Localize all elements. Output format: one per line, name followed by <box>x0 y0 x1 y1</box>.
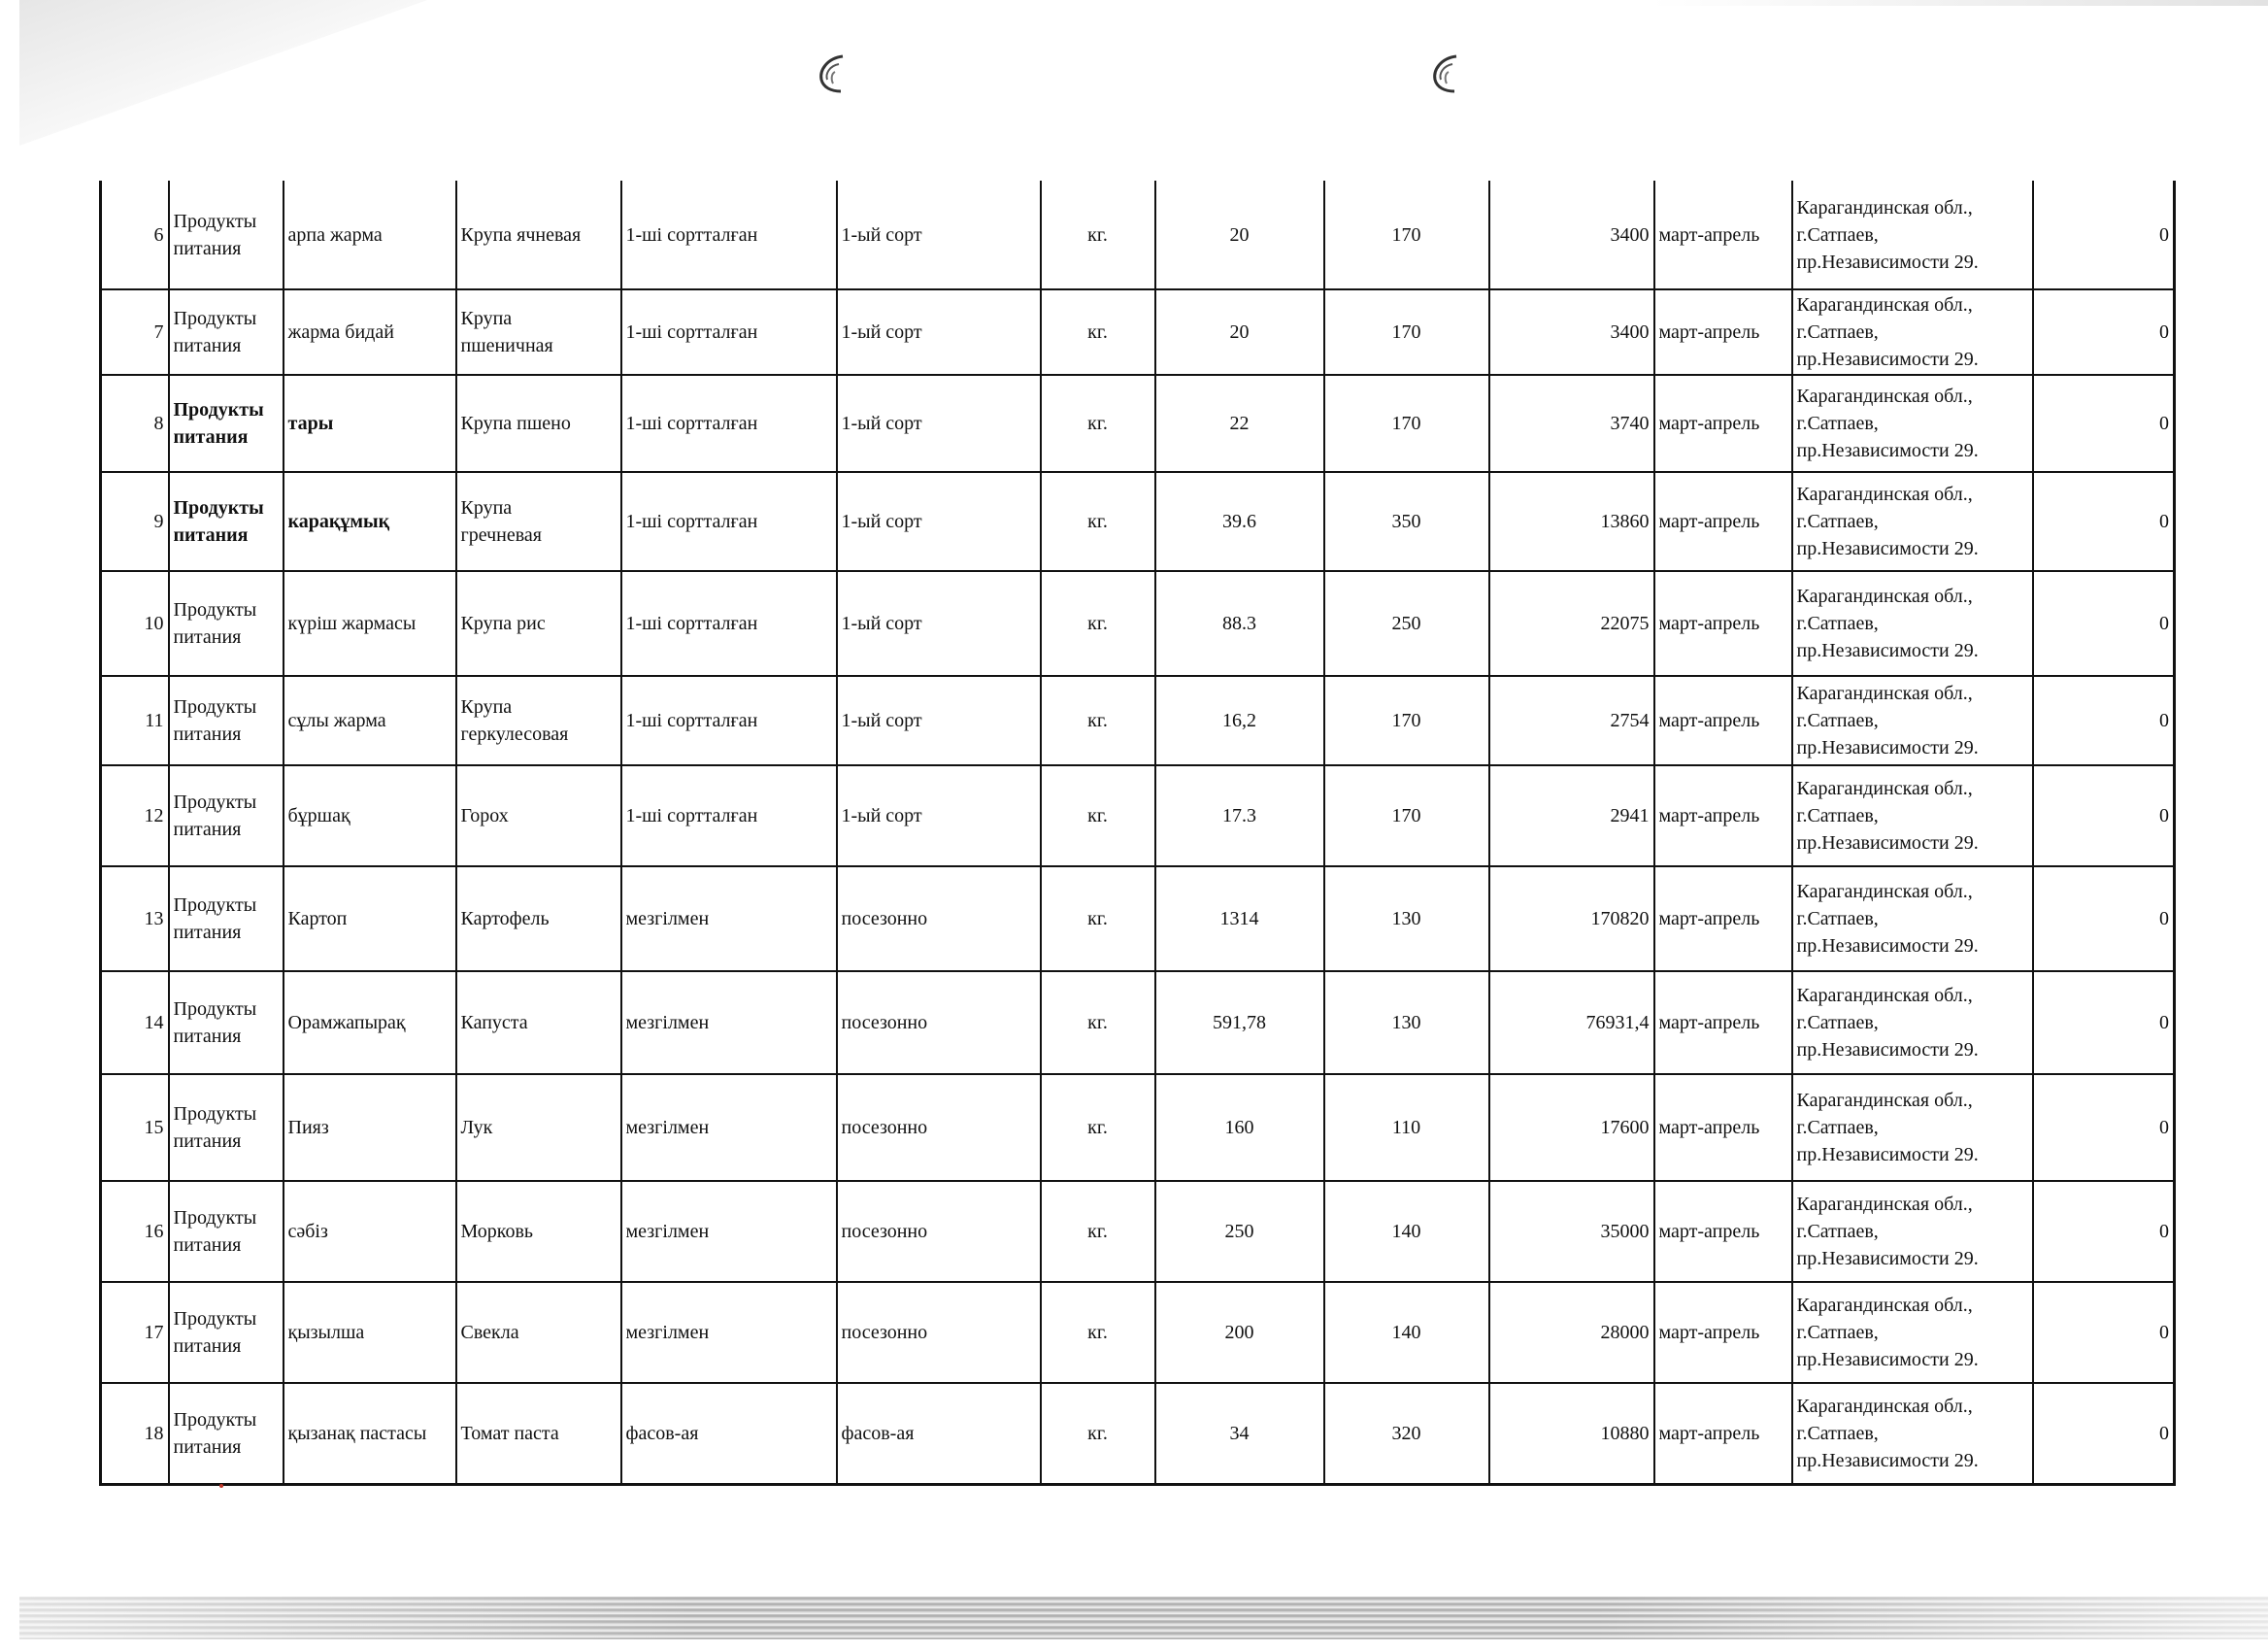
price-cell: 110 <box>1324 1074 1489 1181</box>
row-number: 16 <box>101 1181 169 1282</box>
product-name-ru <box>456 676 621 765</box>
grade-kz: 1-ші сортталған <box>621 181 837 289</box>
address-line: г.Сатпаев, <box>1796 1322 1879 1343</box>
category-cell <box>169 765 284 866</box>
address-line: Карагандинская обл., <box>1796 985 1973 1006</box>
address-line: пр.Независимости 29. <box>1796 1349 1979 1370</box>
sum-cell: 10880 <box>1489 1383 1654 1484</box>
category-line: питания <box>173 1435 242 1458</box>
grade-kz: 1-ші сортталған <box>621 765 837 866</box>
product-name-ru <box>456 765 621 866</box>
address-line: г.Сатпаев, <box>1796 1221 1879 1242</box>
row-number: 7 <box>101 289 169 375</box>
grade-ru: 1-ый сорт <box>837 676 1041 765</box>
table-row <box>101 676 2175 765</box>
category-line: питания <box>173 626 242 648</box>
product-name-kz: сәбіз <box>284 1181 456 1282</box>
scan-mark <box>219 1484 223 1488</box>
grade-kz: 1-ші сортталған <box>621 571 837 676</box>
product-name-kz: күріш жармасы <box>284 571 456 676</box>
address-line: Карагандинская обл., <box>1796 484 1973 505</box>
product-name-line: Морковь <box>460 1221 534 1242</box>
grade-kz: фасов-ая <box>621 1383 837 1484</box>
unit-cell: кг. <box>1041 1074 1155 1181</box>
unit-cell: кг. <box>1041 181 1155 289</box>
table-row <box>101 1181 2175 1282</box>
unit-cell: кг. <box>1041 571 1155 676</box>
address-line: пр.Независимости 29. <box>1796 349 1979 370</box>
address-line: г.Сатпаев, <box>1796 908 1879 929</box>
grade-ru: посезонно <box>837 866 1041 971</box>
sum-cell: 2941 <box>1489 765 1654 866</box>
address-line: г.Сатпаев, <box>1796 1117 1879 1138</box>
address-line: г.Сатпаев, <box>1796 1422 1879 1444</box>
category-line: Продукты <box>173 399 264 421</box>
advance-cell: 0 <box>2033 289 2175 375</box>
address-cell <box>1792 181 2033 289</box>
price-cell: 170 <box>1324 375 1489 472</box>
product-name-line: Картофель <box>460 908 550 929</box>
product-name-line: геркулесовая <box>460 724 569 745</box>
address-line: Карагандинская обл., <box>1796 196 1973 219</box>
quantity-cell: 200 <box>1155 1282 1324 1383</box>
table-row <box>101 289 2175 375</box>
category-line: питания <box>173 1026 242 1047</box>
product-name-line: Крупа рис <box>460 613 546 634</box>
address-line: г.Сатпаев, <box>1796 710 1879 731</box>
grade-kz: мезгілмен <box>621 1074 837 1181</box>
advance-cell: 0 <box>2033 676 2175 765</box>
sum-cell: 35000 <box>1489 1181 1654 1282</box>
price-cell: 350 <box>1324 472 1489 571</box>
grade-ru: 1-ый сорт <box>837 765 1041 866</box>
category-cell <box>169 866 284 971</box>
grade-kz: 1-ші сортталған <box>621 472 837 571</box>
address-cell <box>1792 1383 2033 1484</box>
address-line: пр.Независимости 29. <box>1796 1248 1979 1269</box>
table-row <box>101 375 2175 472</box>
advance-cell: 0 <box>2033 375 2175 472</box>
sum-cell: 17600 <box>1489 1074 1654 1181</box>
category-cell <box>169 181 284 289</box>
period-cell: март-апрель <box>1654 181 1792 289</box>
row-number: 8 <box>101 375 169 472</box>
table-row <box>101 571 2175 676</box>
address-line: г.Сатпаев, <box>1796 613 1879 634</box>
price-cell: 170 <box>1324 289 1489 375</box>
category-line: питания <box>173 335 242 356</box>
sum-cell: 22075 <box>1489 571 1654 676</box>
advance-cell: 0 <box>2033 1282 2175 1383</box>
unit-cell: кг. <box>1041 472 1155 571</box>
product-name-ru <box>456 1383 621 1484</box>
unit-cell: кг. <box>1041 375 1155 472</box>
product-name-kz: Пияз <box>284 1074 456 1181</box>
product-name-kz: бұршақ <box>284 765 456 866</box>
sum-cell: 76931,4 <box>1489 971 1654 1074</box>
category-cell <box>169 375 284 472</box>
address-line: Карагандинская обл., <box>1796 1194 1973 1215</box>
category-cell <box>169 472 284 571</box>
grade-kz: 1-ші сортталған <box>621 676 837 765</box>
product-name-kz: арпа жарма <box>284 181 456 289</box>
address-cell <box>1792 571 2033 676</box>
sum-cell: 3400 <box>1489 289 1654 375</box>
grade-ru: 1-ый сорт <box>837 375 1041 472</box>
period-cell: март-апрель <box>1654 866 1792 971</box>
category-line: Продукты <box>173 1103 257 1125</box>
quantity-cell: 16,2 <box>1155 676 1324 765</box>
product-name-line: Крупа ячневая <box>460 223 582 246</box>
address-cell <box>1792 866 2033 971</box>
address-cell <box>1792 1282 2033 1383</box>
price-cell: 250 <box>1324 571 1489 676</box>
category-cell <box>169 676 284 765</box>
address-line: пр.Независимости 29. <box>1796 832 1979 854</box>
products-table <box>99 181 2176 1486</box>
binder-hole-icon <box>814 51 849 97</box>
category-line: Продукты <box>173 497 264 519</box>
unit-cell: кг. <box>1041 765 1155 866</box>
category-line: питания <box>173 1335 242 1357</box>
address-line: пр.Независимости 29. <box>1796 1449 1979 1471</box>
quantity-cell: 17.3 <box>1155 765 1324 866</box>
period-cell: март-апрель <box>1654 1282 1792 1383</box>
product-name-ru <box>456 181 621 289</box>
product-name-line: пшеничная <box>460 335 553 356</box>
category-cell <box>169 289 284 375</box>
quantity-cell: 160 <box>1155 1074 1324 1181</box>
grade-ru: 1-ый сорт <box>837 472 1041 571</box>
category-line: питания <box>173 1234 242 1256</box>
scan-edge-bottom-fade <box>19 1597 2268 1639</box>
category-cell <box>169 971 284 1074</box>
unit-cell: кг. <box>1041 971 1155 1074</box>
product-name-line: Капуста <box>460 1012 528 1033</box>
advance-cell: 0 <box>2033 765 2175 866</box>
product-name-line: Крупа <box>460 696 513 718</box>
category-line: питания <box>173 237 242 259</box>
quantity-cell: 250 <box>1155 1181 1324 1282</box>
table-row <box>101 1074 2175 1181</box>
category-line: питания <box>173 426 249 448</box>
price-cell: 170 <box>1324 181 1489 289</box>
row-number: 17 <box>101 1282 169 1383</box>
period-cell: март-апрель <box>1654 289 1792 375</box>
product-name-ru <box>456 375 621 472</box>
category-line: Продукты <box>173 1308 257 1330</box>
sum-cell: 28000 <box>1489 1282 1654 1383</box>
period-cell: март-апрель <box>1654 765 1792 866</box>
product-name-line: гречневая <box>460 524 542 546</box>
table-row <box>101 765 2175 866</box>
row-number: 14 <box>101 971 169 1074</box>
period-cell: март-апрель <box>1654 375 1792 472</box>
unit-cell: кг. <box>1041 676 1155 765</box>
advance-cell: 0 <box>2033 1181 2175 1282</box>
price-cell: 170 <box>1324 676 1489 765</box>
category-line: Продукты <box>173 1408 257 1431</box>
row-number: 6 <box>101 181 169 289</box>
grade-kz: 1-ші сортталған <box>621 289 837 375</box>
category-cell <box>169 1181 284 1282</box>
product-name-line: Горох <box>460 805 509 826</box>
grade-ru: посезонно <box>837 1282 1041 1383</box>
product-name-line: Крупа <box>460 308 513 329</box>
category-line: Продукты <box>173 308 257 329</box>
category-cell <box>169 1282 284 1383</box>
category-line: питания <box>173 524 249 546</box>
grade-ru: фасов-ая <box>837 1383 1041 1484</box>
unit-cell: кг. <box>1041 866 1155 971</box>
category-line: Продукты <box>173 599 257 621</box>
address-line: г.Сатпаев, <box>1796 321 1879 343</box>
period-cell: март-апрель <box>1654 1181 1792 1282</box>
sum-cell: 3740 <box>1489 375 1654 472</box>
product-name-kz: тары <box>284 375 456 472</box>
product-name-kz: Орамжапырақ <box>284 971 456 1074</box>
address-line: г.Сатпаев, <box>1796 413 1879 434</box>
price-cell: 320 <box>1324 1383 1489 1484</box>
price-cell: 140 <box>1324 1181 1489 1282</box>
quantity-cell: 591,78 <box>1155 971 1324 1074</box>
product-name-line: Лук <box>460 1117 493 1138</box>
product-name-ru <box>456 1282 621 1383</box>
address-line: г.Сатпаев, <box>1796 511 1879 532</box>
address-cell <box>1792 1074 2033 1181</box>
unit-cell: кг. <box>1041 289 1155 375</box>
category-cell <box>169 1074 284 1181</box>
row-number: 13 <box>101 866 169 971</box>
unit-cell: кг. <box>1041 1383 1155 1484</box>
address-line: Карагандинская обл., <box>1796 1295 1973 1316</box>
row-number: 9 <box>101 472 169 571</box>
address-cell <box>1792 1181 2033 1282</box>
row-number: 12 <box>101 765 169 866</box>
grade-kz: 1-ші сортталған <box>621 375 837 472</box>
quantity-cell: 34 <box>1155 1383 1324 1484</box>
grade-kz: мезгілмен <box>621 1181 837 1282</box>
address-line: Карагандинская обл., <box>1796 1395 1973 1417</box>
product-name-kz: қызылша <box>284 1282 456 1383</box>
row-number: 10 <box>101 571 169 676</box>
advance-cell: 0 <box>2033 472 2175 571</box>
address-line: пр.Независимости 29. <box>1796 538 1979 559</box>
address-line: Карагандинская обл., <box>1796 1090 1973 1111</box>
address-cell <box>1792 472 2033 571</box>
unit-cell: кг. <box>1041 1181 1155 1282</box>
category-line: питания <box>173 922 242 943</box>
product-name-line: Крупа <box>460 497 513 519</box>
product-name-ru <box>456 571 621 676</box>
advance-cell: 0 <box>2033 571 2175 676</box>
quantity-cell: 88.3 <box>1155 571 1324 676</box>
address-line: пр.Независимости 29. <box>1796 640 1979 661</box>
table-row <box>101 1282 2175 1383</box>
scan-edge-shadow <box>19 0 427 146</box>
address-line: пр.Независимости 29. <box>1796 1144 1979 1165</box>
address-line: г.Сатпаев, <box>1796 805 1879 826</box>
advance-cell: 0 <box>2033 1074 2175 1181</box>
category-cell <box>169 571 284 676</box>
period-cell: март-апрель <box>1654 676 1792 765</box>
product-name-ru <box>456 472 621 571</box>
address-line: пр.Независимости 29. <box>1796 1039 1979 1061</box>
table-row <box>101 1383 2175 1484</box>
grade-kz: мезгілмен <box>621 866 837 971</box>
product-name-kz: сұлы жарма <box>284 676 456 765</box>
grade-ru: 1-ый сорт <box>837 289 1041 375</box>
address-line: пр.Независимости 29. <box>1796 251 1979 273</box>
product-name-kz: жарма бидай <box>284 289 456 375</box>
address-line: пр.Независимости 29. <box>1796 935 1979 957</box>
row-number: 18 <box>101 1383 169 1484</box>
sum-cell: 13860 <box>1489 472 1654 571</box>
quantity-cell: 39.6 <box>1155 472 1324 571</box>
grade-ru: 1-ый сорт <box>837 181 1041 289</box>
address-cell <box>1792 765 2033 866</box>
grade-ru: посезонно <box>837 971 1041 1074</box>
address-line: г.Сатпаев, <box>1796 223 1879 246</box>
price-cell: 140 <box>1324 1282 1489 1383</box>
grade-kz: мезгілмен <box>621 971 837 1074</box>
product-name-ru <box>456 289 621 375</box>
grade-ru: посезонно <box>837 1074 1041 1181</box>
product-name-ru <box>456 1074 621 1181</box>
category-line: Продукты <box>173 998 257 1020</box>
product-name-kz: карақұмық <box>284 472 456 571</box>
product-name-line: Свекла <box>460 1322 519 1343</box>
unit-cell: кг. <box>1041 1282 1155 1383</box>
period-cell: март-апрель <box>1654 1383 1792 1484</box>
table-row <box>101 472 2175 571</box>
scan-edge-shadow-right <box>1651 0 2268 6</box>
price-cell: 170 <box>1324 765 1489 866</box>
category-line: Продукты <box>173 792 257 813</box>
binder-hole-icon <box>1427 51 1462 97</box>
period-cell: март-апрель <box>1654 472 1792 571</box>
category-cell <box>169 1383 284 1484</box>
grade-ru: 1-ый сорт <box>837 571 1041 676</box>
sum-cell: 2754 <box>1489 676 1654 765</box>
category-line: Продукты <box>173 210 257 232</box>
sum-cell: 3400 <box>1489 181 1654 289</box>
address-line: пр.Независимости 29. <box>1796 737 1979 758</box>
advance-cell: 0 <box>2033 971 2175 1074</box>
table-row <box>101 181 2175 289</box>
table-row <box>101 866 2175 971</box>
row-number: 11 <box>101 676 169 765</box>
address-line: Карагандинская обл., <box>1796 294 1973 316</box>
quantity-cell: 1314 <box>1155 866 1324 971</box>
product-name-ru <box>456 971 621 1074</box>
category-line: Продукты <box>173 1207 257 1229</box>
product-name-kz: қызанақ пастасы <box>284 1383 456 1484</box>
product-name-line: Томат паста <box>460 1422 559 1444</box>
address-line: Карагандинская обл., <box>1796 683 1973 704</box>
address-line: пр.Независимости 29. <box>1796 440 1979 461</box>
sum-cell: 170820 <box>1489 866 1654 971</box>
advance-cell: 0 <box>2033 1383 2175 1484</box>
quantity-cell: 22 <box>1155 375 1324 472</box>
grade-kz: мезгілмен <box>621 1282 837 1383</box>
address-cell <box>1792 375 2033 472</box>
category-line: питания <box>173 1130 242 1152</box>
product-name-ru <box>456 866 621 971</box>
price-cell: 130 <box>1324 971 1489 1074</box>
period-cell: март-апрель <box>1654 1074 1792 1181</box>
category-line: питания <box>173 819 242 840</box>
period-cell: март-апрель <box>1654 571 1792 676</box>
row-number: 15 <box>101 1074 169 1181</box>
product-name-line: Крупа пшено <box>460 413 571 434</box>
product-name-ru <box>456 1181 621 1282</box>
address-line: Карагандинская обл., <box>1796 386 1973 407</box>
advance-cell: 0 <box>2033 181 2175 289</box>
table-row <box>101 971 2175 1074</box>
quantity-cell: 20 <box>1155 181 1324 289</box>
product-name-kz: Картоп <box>284 866 456 971</box>
address-line: г.Сатпаев, <box>1796 1012 1879 1033</box>
category-line: питания <box>173 724 242 745</box>
quantity-cell: 20 <box>1155 289 1324 375</box>
address-line: Карагандинская обл., <box>1796 778 1973 799</box>
address-cell <box>1792 676 2033 765</box>
address-cell <box>1792 289 2033 375</box>
period-cell: март-апрель <box>1654 971 1792 1074</box>
address-line: Карагандинская обл., <box>1796 881 1973 902</box>
grade-ru: посезонно <box>837 1181 1041 1282</box>
address-line: Карагандинская обл., <box>1796 586 1973 607</box>
category-line: Продукты <box>173 894 257 916</box>
price-cell: 130 <box>1324 866 1489 971</box>
category-line: Продукты <box>173 696 257 718</box>
address-cell <box>1792 971 2033 1074</box>
advance-cell: 0 <box>2033 866 2175 971</box>
